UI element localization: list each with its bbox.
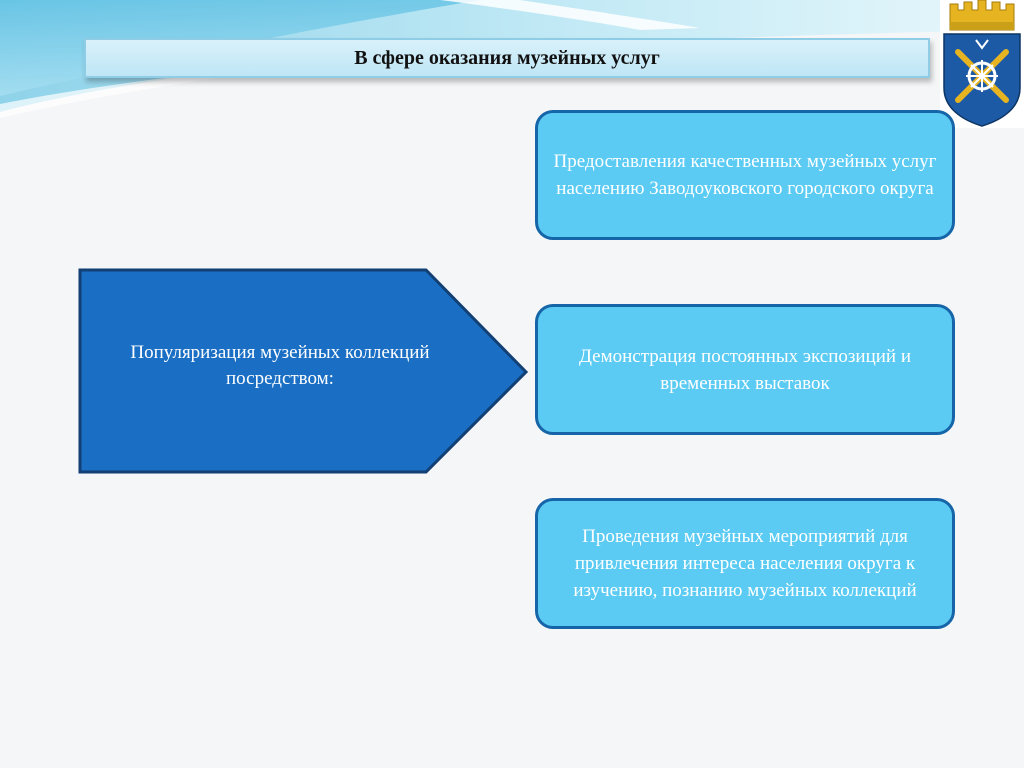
central-node-label: Популяризация музейных коллекций посредством: — [130, 342, 430, 389]
target-box-label: Демонстрация постоянных экспозиций и временных выставок — [578, 345, 911, 394]
title-bar — [84, 38, 930, 78]
target-box-quality-services — [535, 110, 955, 240]
target-box-label: Проведения музейных мероприятий для привлечения интереса населения округа к изучению, познанию музейных коллекций — [573, 526, 917, 601]
target-box-museum-events — [535, 498, 955, 629]
coat-of-arms-icon — [940, 0, 1024, 128]
target-box-label: Предоставления качественных музейных услуг населению Заводоуковского городского округа — [553, 151, 937, 199]
slide-title: В сфере оказания музейных услуг — [354, 46, 660, 69]
target-box-exhibitions — [535, 304, 955, 435]
